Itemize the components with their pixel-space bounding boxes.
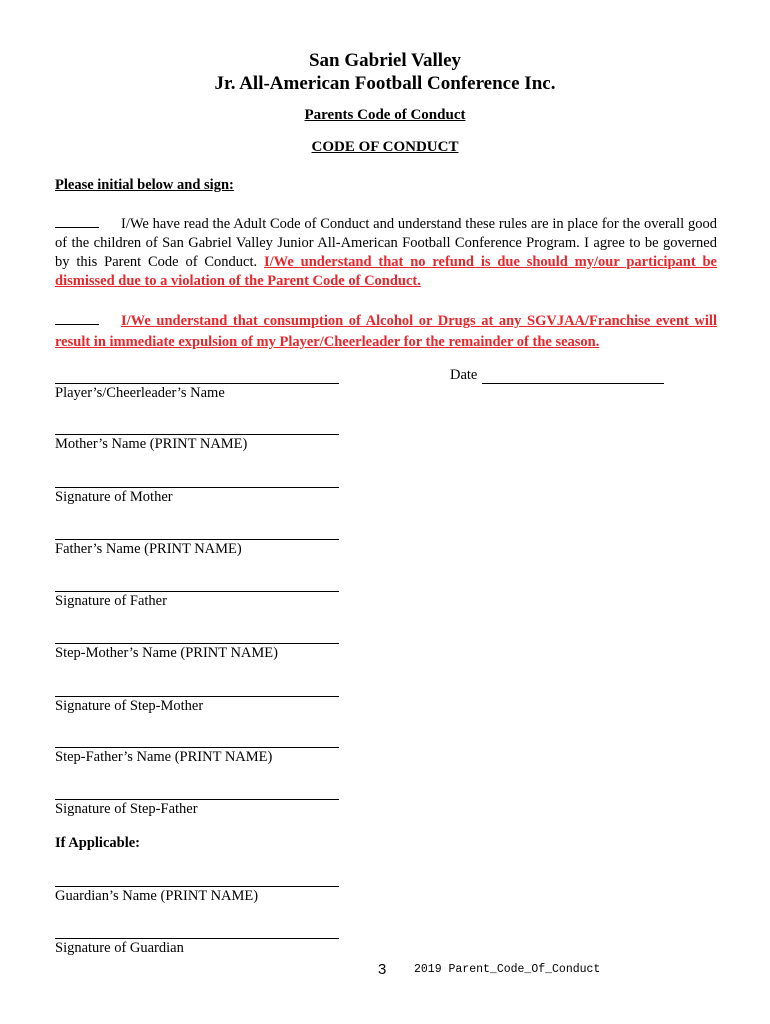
field-label-stepfather-name: Step-Father’s Name (PRINT NAME)	[55, 749, 273, 765]
signature-line-4[interactable]	[55, 591, 339, 592]
field-label-player-name: Player’s/Cheerleader’s Name	[55, 385, 225, 401]
field-label-mother-name: Mother’s Name (PRINT NAME)	[55, 436, 248, 452]
signature-line-8[interactable]	[55, 799, 339, 800]
initial-blank-2[interactable]	[55, 311, 99, 325]
page-number: 3	[378, 961, 387, 978]
guardian-line-0[interactable]	[55, 886, 339, 887]
signature-line-1[interactable]	[55, 434, 339, 435]
if-applicable-label: If Applicable:	[55, 835, 140, 851]
initial-blank-1[interactable]	[55, 214, 99, 228]
field-label-mother-signature: Signature of Mother	[55, 489, 173, 505]
section-title: CODE OF CONDUCT	[311, 139, 459, 155]
paragraph-1-emphasis: I/We understand that no refund is due should my/our participant be dismissed due to a violation of the Parent Code of Conduct.	[55, 254, 717, 289]
signature-line-2[interactable]	[55, 487, 339, 488]
field-label-father-signature: Signature of Father	[55, 593, 167, 609]
date-line[interactable]	[482, 383, 664, 384]
guardian-line-1[interactable]	[55, 938, 339, 939]
instruction-label: Please initial below and sign:	[55, 177, 234, 193]
paragraph-2-emphasis: I/We understand that consumption of Alcohol or Drugs at any SGVJAA/Franchise event will result in immediate expulsion of my Player/Cheerleader for the remainder of the season.	[55, 313, 717, 350]
acknowledgement-paragraph-2	[55, 311, 717, 353]
footer-file-name: 2019 Parent_Code_Of_Conduct	[414, 963, 601, 976]
field-label-stepmother-signature: Signature of Step-Mother	[55, 698, 204, 714]
field-label-guardian-name: Guardian’s Name (PRINT NAME)	[55, 888, 259, 904]
signature-line-3[interactable]	[55, 539, 339, 540]
acknowledgement-paragraph-1	[55, 214, 717, 291]
org-name-line2: Jr. All-American Football Conference Inc.	[214, 73, 556, 94]
date-label: Date	[450, 367, 478, 383]
signature-line-5[interactable]	[55, 643, 339, 644]
field-label-father-name: Father’s Name (PRINT NAME)	[55, 541, 242, 557]
field-label-guardian-signature: Signature of Guardian	[55, 940, 184, 956]
document-subtitle: Parents Code of Conduct	[304, 107, 466, 123]
signature-line-7[interactable]	[55, 747, 339, 748]
org-name-line1: San Gabriel Valley	[308, 50, 462, 71]
field-label-stepfather-signature: Signature of Step-Father	[55, 801, 198, 817]
field-label-stepmother-name: Step-Mother’s Name (PRINT NAME)	[55, 645, 278, 661]
signature-line-0[interactable]	[55, 383, 339, 384]
signature-line-6[interactable]	[55, 696, 339, 697]
paragraph-1-text: I/We have read the Adult Code of Conduct and understand these rules are in place for the overall good of the children of San Gabriel Valley Junior All-American Football Conference Program. I agree to be governed by this Parent Code of Conduct.	[55, 216, 717, 270]
